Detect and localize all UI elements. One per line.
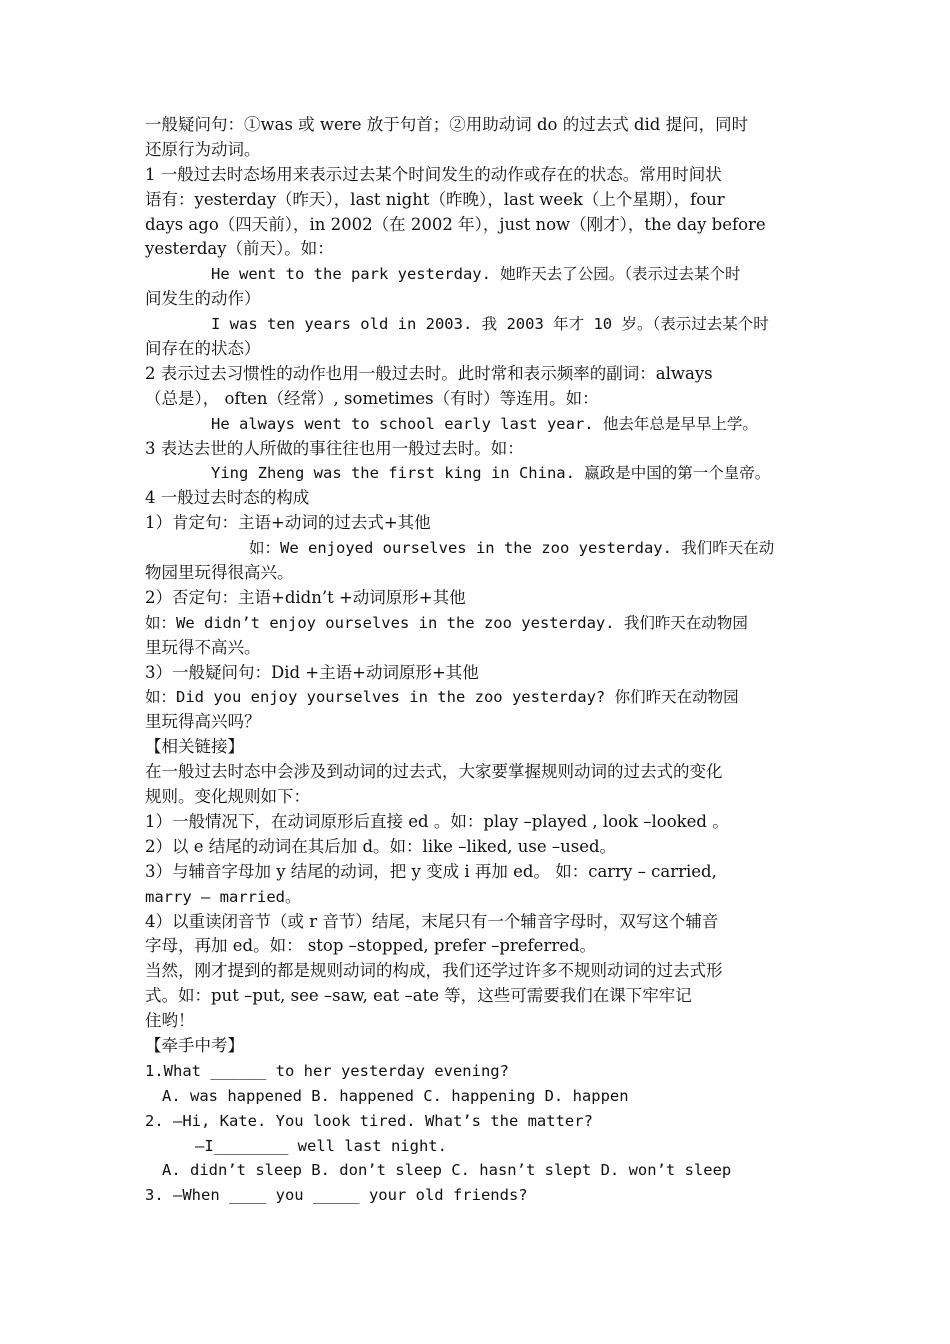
text-line: 3）与辅音字母加 y 结尾的动词，把 y 变成 i 再加 ed。 如：carry – carried,: [145, 861, 717, 881]
question-2-response: —I________ well last night.: [195, 1136, 447, 1155]
question-3: 3. —When ____ you _____ your old friends?: [145, 1186, 528, 1205]
text-line: 还原行为动词。: [145, 139, 261, 159]
text-line: 2）以 e 结尾的动词在其后加 d。如：like –liked, use –used。: [145, 836, 617, 856]
text-line: 物园里玩得很高兴。: [145, 563, 294, 583]
text-line: （总是）， often（经常）, sometimes（有时）等连用。如：: [145, 388, 599, 408]
text-line: 3 表达去世的人所做的事往往也用一般过去时。如：: [145, 438, 524, 458]
text-line: 字母，再加 ed。如： stop –stopped, prefer –preferred。: [145, 936, 597, 956]
section-heading: 【相关链接】: [145, 737, 244, 757]
section-heading: 4 一般过去时态的构成: [145, 488, 310, 508]
text-line: 间存在的状态）: [145, 339, 261, 359]
text-line: 语有：yesterday（昨天），last night（昨晚），last week（上个星期），four: [145, 189, 725, 209]
example-sentence: 如：Did you enjoy yourselves in the zoo yesterday? 你们昨天在动物园: [145, 688, 739, 707]
text-line: 当然，刚才提到的都是规则动词的构成，我们还学过许多不规则动词的过去式形: [145, 961, 723, 981]
question-2: 2. —Hi, Kate. You look tired. What’s the matter?: [145, 1111, 593, 1130]
text-line: 1）肯定句：主语+动词的过去式+其他: [145, 513, 431, 533]
example-sentence: 如：We enjoyed ourselves in the zoo yesterday. 我们昨天在动: [249, 539, 775, 558]
text-line: 规则。变化规则如下：: [145, 787, 310, 807]
text-line: 里玩得高兴吗？: [145, 712, 261, 732]
example-sentence: I was ten years old in 2003. 我 2003 年才 10 岁。（表示过去某个时: [211, 315, 769, 334]
document-page: [145, 113, 810, 1208]
example-sentence: He went to the park yesterday. 她昨天去了公园。（表示过去某个时: [211, 265, 741, 284]
text-line: 在一般过去时态中会涉及到动词的过去式，大家要掌握规则动词的过去式的变化: [145, 762, 723, 782]
example-sentence: Ying Zheng was the first king in China. 嬴政是中国的第一个皇帝。: [211, 464, 771, 483]
text-line: 住哟！: [145, 1011, 195, 1031]
text-line: 1 一般过去时态场用来表示过去某个时间发生的动作或存在的状态。常用时间状: [145, 164, 722, 184]
example-sentence: He always went to school early last year. 他去年总是早早上学。: [211, 414, 758, 433]
text-line: yesterday（前天）。如：: [145, 239, 334, 259]
text-line: 一般疑问句：①was 或 were 放于句首；②用助动词 do 的过去式 did 提问，同时: [145, 115, 749, 134]
question-2-options: A. didn’t sleep B. don’t sleep C. hasn’t slept D. won’t sleep: [162, 1161, 732, 1180]
text-line: 里玩得不高兴。: [145, 637, 261, 657]
example-sentence: 如：We didn’t enjoy ourselves in the zoo yesterday. 我们昨天在动物园: [145, 613, 748, 632]
text-line: 1）一般情况下，在动词原形后直接 ed 。如：play –played , look –looked 。: [145, 811, 729, 831]
question-1: 1.What ______ to her yesterday evening?: [145, 1061, 509, 1080]
text-line: days ago（四天前），in 2002（在 2002 年），just now（刚才），the day before: [145, 214, 766, 234]
section-heading: 【牵手中考】: [145, 1035, 244, 1055]
text-line: 3）一般疑问句：Did +主语+动词原形+其他: [145, 662, 479, 682]
text-line: 2）否定句：主语+didn’t +动词原形+其他: [145, 587, 466, 607]
text-line: 间发生的动作）: [145, 289, 261, 309]
text-line: 4）以重读闭音节（或 r 音节）结尾，末尾只有一个辅音字母时，双写这个辅音: [145, 911, 719, 931]
question-1-options: A. was happened B. happened C. happening D. happen: [162, 1086, 629, 1105]
text-line: 2 表示过去习惯性的动作也用一般过去时。此时常和表示频率的副词：always: [145, 363, 713, 383]
text-line: 式。如：put –put, see –saw, eat –ate 等，这些可需要我们在课下牢牢记: [145, 986, 692, 1006]
text-line: marry – married。: [145, 887, 301, 906]
